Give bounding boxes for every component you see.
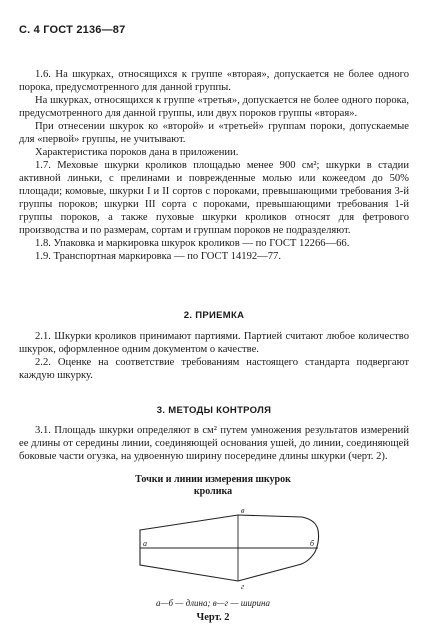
paragraph-second-third-groups: При отнесении шкурок ко «второй» и «третьей» группам пороки, допускаемые для «первой» группы, не учитывают. xyxy=(19,121,409,145)
section-title-acceptance: 2. ПРИЕМКА xyxy=(183,310,245,321)
figure-caption: а—б — длина; в—г — ширина xyxy=(156,598,270,608)
point-label-b: б xyxy=(310,539,315,548)
figure-title-line-1: Точки и линии измерения шкурок xyxy=(135,474,291,485)
pelt-measurement-diagram xyxy=(132,503,328,591)
point-label-a: а xyxy=(143,539,147,548)
section-title-control-methods: 3. МЕТОДЫ КОНТРОЛЯ xyxy=(156,405,272,416)
page-header: С. 4 ГОСТ 2136—87 xyxy=(19,24,126,36)
paragraph-1-6: 1.6. На шкурках, относящихся к группе «вторая», допускается не более одного порока, предусмотренного для данной группы. xyxy=(19,69,409,93)
paragraph-1-9: 1.9. Транспортная маркировка — по ГОСТ 14192—77. xyxy=(35,251,282,262)
paragraph-2-1: 2.1. Шкурки кроликов принимают партиями. Партией считают любое количество шкурок, оформленное одним документом о качестве. xyxy=(19,331,409,355)
paragraph-third-group: На шкурках, относящихся к группе «третья», допускается не более одного порока, предусмотренного для данной группы, или двух пороков группы «вторая». xyxy=(19,95,409,119)
point-label-v: в xyxy=(241,506,245,515)
text-block-requirements xyxy=(19,68,409,263)
figure-title-line-2: кролика xyxy=(193,486,233,497)
point-label-g: г xyxy=(241,582,245,591)
paragraph-1-8: 1.8. Упаковка и маркировка шкурок кроликов — по ГОСТ 12266—66. xyxy=(35,238,350,249)
figure-title xyxy=(0,474,426,498)
paragraph-2-2: 2.2. Оценке на соответствие требованиям настоящего стандарта подвергают каждую шкурку. xyxy=(19,357,409,381)
figure-label: Черт. 2 xyxy=(196,612,230,623)
paragraph-appendix-ref: Характеристика пороков дана в приложении. xyxy=(35,147,239,158)
paragraph-1-7: 1.7. Меховые шкурки кроликов площадью менее 900 см²; шкурки в стадии активной линьки, с прелинами и поврежденные молью или кожеедом до 50% площади; комовые, шкурки I и II сортов с пороками, превышающими требования 3-й группы пороков; шкурки III сорта с пороками, превышающими требования 1-й группы пороков, а также пуховые шкурки кроликов относят для фетрового производства и по размерам, сортам и группам пороков не подразделяют. xyxy=(19,160,409,236)
paragraph-3-1: 3.1. Площадь шкурки определяют в см² путем умножения результатов измерений ее длины от середины линии, соединяющей основания ушей, до линии, соединяющей боковые части огузка, на удвоенную ширину посередине длины шкурки (черт. 2). xyxy=(19,425,409,462)
text-block-acceptance xyxy=(19,330,409,382)
text-block-control-methods xyxy=(19,424,409,463)
